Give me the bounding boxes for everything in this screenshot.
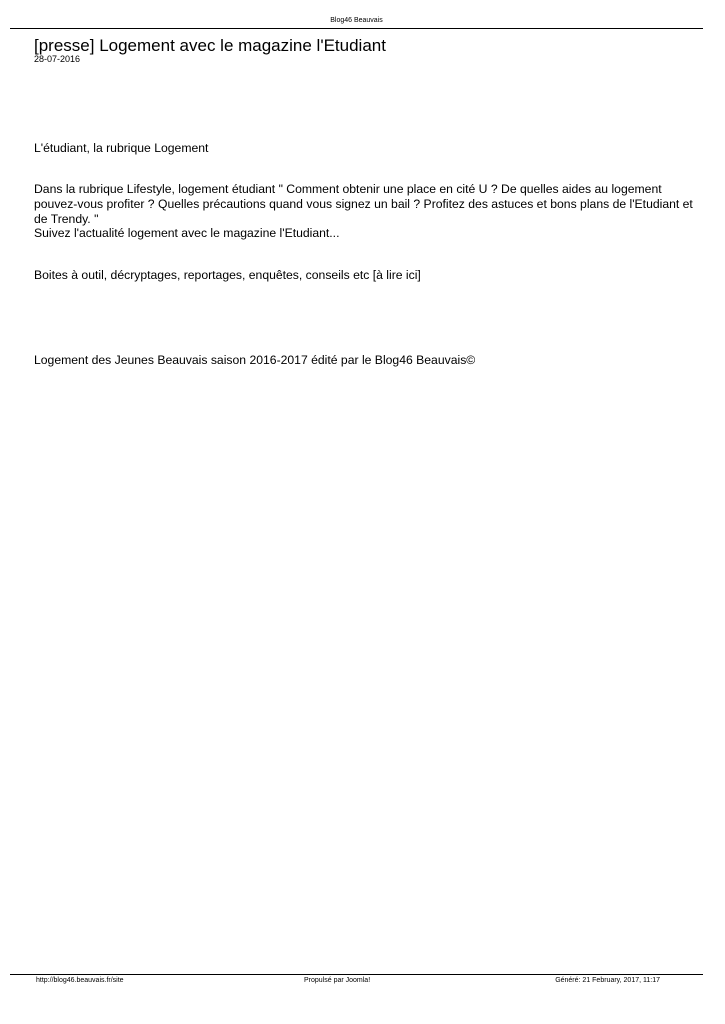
article-follow-paragraph: Suivez l'actualité logement avec le magazine l'Etudiant... [34, 226, 340, 240]
footer-powered-by: Propulsé par Joomla! [304, 977, 371, 984]
footer-divider [10, 974, 703, 975]
article-date: 28-07-2016 [34, 54, 81, 64]
header-divider [10, 28, 703, 29]
footer-generated-timestamp: Généré: 21 February, 2017, 11:17 [555, 977, 660, 984]
article-credit-line: Logement des Jeunes Beauvais saison 2016-2017 édité par le Blog46 Beauvais© [34, 353, 476, 367]
article-title: [presse] Logement avec le magazine l'Etudiant [34, 36, 386, 55]
site-header: Blog46 Beauvais [330, 17, 383, 24]
footer-site-link[interactable]: http://blog46.beauvais.fr/site [36, 977, 124, 984]
article-intro-paragraph: Dans la rubrique Lifestyle, logement étudiant " Comment obtenir une place en cité U ? De quelles aides au logement pouvez-vous profiter ? Quelles précautions quand vous signez un bail ? Profitez des astuces et bons plans de l'Etudiant et de Trendy. " [34, 182, 693, 226]
article-subheading: L'étudiant, la rubrique Logement [34, 141, 209, 155]
site-footer [36, 976, 660, 986]
article-tools-paragraph: Boites à outil, décryptages, reportages, enquêtes, conseils etc [à lire ici] [34, 268, 421, 282]
